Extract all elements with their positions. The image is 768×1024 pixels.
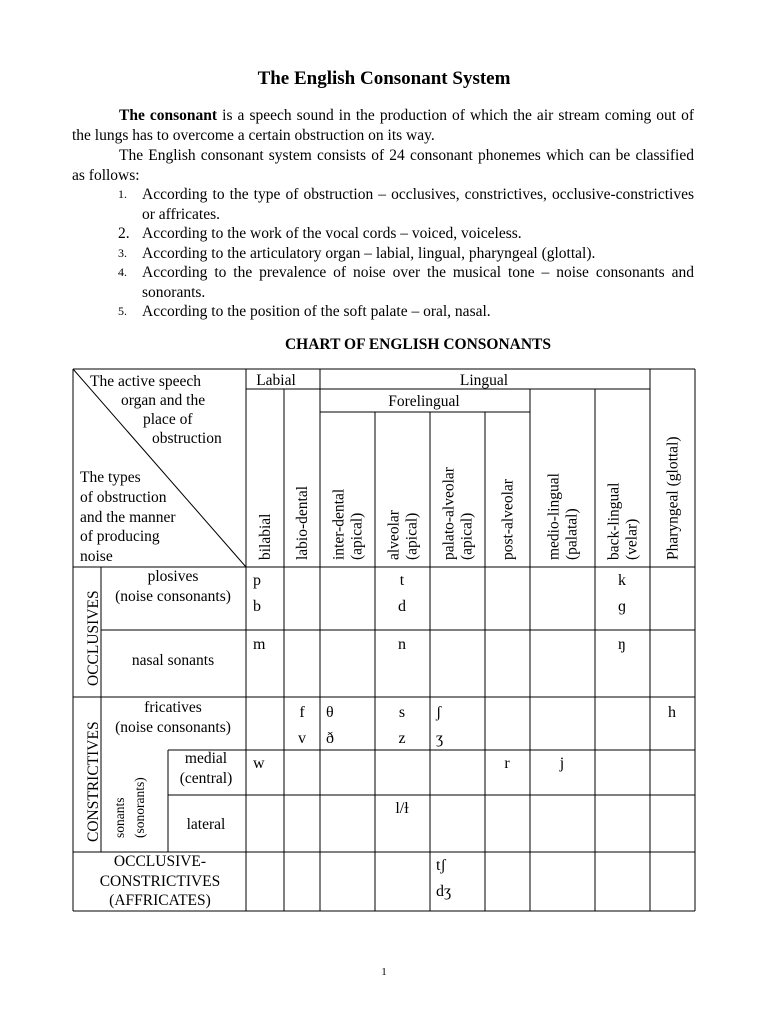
group-header-lingual: Lingual bbox=[459, 372, 509, 389]
phoneme-cell: k bbox=[618, 572, 626, 589]
criteria-text: According to the work of the vocal cords – voiced, voiceless. bbox=[142, 225, 522, 242]
row-label-fricatives: (noise consonants) bbox=[115, 719, 231, 736]
corner-text-top: place of bbox=[143, 411, 193, 428]
phoneme-cell: θ bbox=[326, 704, 334, 721]
group-header-labial: Labial bbox=[256, 372, 296, 389]
phoneme-cell: f bbox=[299, 704, 305, 721]
row-label-medial: (central) bbox=[179, 770, 233, 787]
phoneme-cell: w bbox=[253, 755, 265, 772]
criteria-number: 4. bbox=[118, 265, 127, 279]
column-header: alveolar bbox=[385, 510, 403, 560]
column-header: palato-alveolar bbox=[440, 467, 458, 560]
column-header: post-alveolar bbox=[499, 479, 517, 560]
column-header: (apical) bbox=[403, 512, 421, 560]
corner-text-top: The active speech bbox=[90, 373, 202, 390]
section-label-sonants: (sonorants) bbox=[132, 777, 147, 838]
term-consonant: The consonant bbox=[119, 107, 218, 124]
column-header: back-lingual bbox=[605, 482, 623, 560]
criteria-number: 2. bbox=[118, 225, 130, 242]
chart-heading: CHART OF ENGLISH CONSONANTS bbox=[284, 336, 552, 353]
phoneme-cell: ŋ bbox=[618, 636, 626, 653]
phoneme-cell: d bbox=[398, 598, 406, 615]
phoneme-cell: ɡ bbox=[618, 598, 626, 615]
criteria-text: According to the prevalence of noise over the musical tone – noise consonants and sonorants. bbox=[142, 264, 694, 301]
phoneme-cell: h bbox=[668, 704, 676, 721]
phoneme-cell: dʒ bbox=[436, 883, 452, 900]
criteria-text: According to the position of the soft palate – oral, nasal. bbox=[142, 303, 491, 320]
section-label-occlusives: OCCLUSIVES bbox=[85, 590, 102, 686]
page-title: The English Consonant System bbox=[257, 68, 511, 89]
phoneme-cell: n bbox=[398, 636, 406, 653]
section-label-sonants: sonants bbox=[112, 797, 127, 838]
criteria-number: 5. bbox=[118, 304, 127, 318]
criteria-text: According to the articulatory organ – labial, lingual, pharyngeal (glottal). bbox=[142, 244, 596, 262]
phoneme-cell: v bbox=[298, 730, 306, 747]
phoneme-cell: j bbox=[559, 755, 565, 772]
corner-text-bottom: and the manner bbox=[80, 509, 176, 526]
corner-text-bottom: noise bbox=[80, 548, 113, 565]
page-number: 1 bbox=[381, 966, 387, 978]
corner-text-bottom: of obstruction bbox=[80, 489, 167, 506]
phoneme-cell: t bbox=[399, 572, 405, 589]
column-header: labio-dental bbox=[294, 485, 311, 560]
section-label-constrictives: CONSTRICTIVES bbox=[85, 721, 102, 842]
row-label-plosives: plosives bbox=[147, 568, 199, 585]
classification-text: The English consonant system consists of 24 consonant phonemes which can be classified as follows: bbox=[72, 147, 694, 184]
row-label-nasal: nasal sonants bbox=[131, 652, 215, 669]
phoneme-cell: r bbox=[504, 755, 510, 772]
criteria-number: 3. bbox=[118, 245, 127, 260]
phoneme-cell: ʒ bbox=[436, 730, 444, 747]
row-label-affricates: OCCLUSIVE- bbox=[113, 853, 207, 870]
row-label-lateral: lateral bbox=[186, 816, 226, 833]
criteria-number: 1. bbox=[118, 187, 127, 201]
column-header: medio-lingual bbox=[545, 473, 563, 560]
corner-text-top: organ and the bbox=[121, 392, 206, 409]
column-header: (apical) bbox=[458, 512, 476, 560]
column-header: (palatal) bbox=[563, 508, 581, 560]
phoneme-cell: p bbox=[253, 572, 261, 589]
phoneme-cell: m bbox=[253, 636, 266, 653]
phoneme-cell: l/ɫ bbox=[395, 800, 409, 817]
phoneme-cell: tʃ bbox=[436, 857, 446, 874]
column-header: (velar) bbox=[623, 518, 641, 560]
column-header: Pharyngeal (glottal) bbox=[664, 436, 682, 560]
group-header-forelingual: Forelingual bbox=[388, 393, 460, 410]
corner-text-bottom: of producing bbox=[80, 528, 160, 545]
phoneme-cell: z bbox=[398, 730, 406, 747]
row-label-affricates: (AFFRICATES) bbox=[109, 892, 211, 909]
column-header: (apical) bbox=[348, 512, 366, 560]
phoneme-cell: ð bbox=[326, 730, 334, 747]
row-label-fricatives: fricatives bbox=[144, 699, 202, 716]
column-header: bilabial bbox=[257, 513, 274, 560]
phoneme-cell: b bbox=[253, 598, 261, 615]
criteria-text: According to the type of obstruction – occlusives, constrictives, occlusive-constrictives or affricates. bbox=[142, 186, 694, 223]
row-label-plosives: (noise consonants) bbox=[115, 588, 231, 605]
phoneme-cell: ʃ bbox=[436, 704, 442, 721]
corner-text-bottom: The types bbox=[80, 469, 141, 486]
row-label-affricates: CONSTRICTIVES bbox=[99, 873, 221, 890]
phoneme-cell: s bbox=[398, 704, 406, 721]
row-label-medial: medial bbox=[184, 750, 228, 767]
column-header: inter-dental bbox=[330, 488, 348, 560]
corner-text-top: obstruction bbox=[152, 430, 222, 447]
definition-text: is a speech sound in the production of which the air stream coming out of the lungs has to overcome a certain obstruction on its way. bbox=[72, 107, 695, 144]
